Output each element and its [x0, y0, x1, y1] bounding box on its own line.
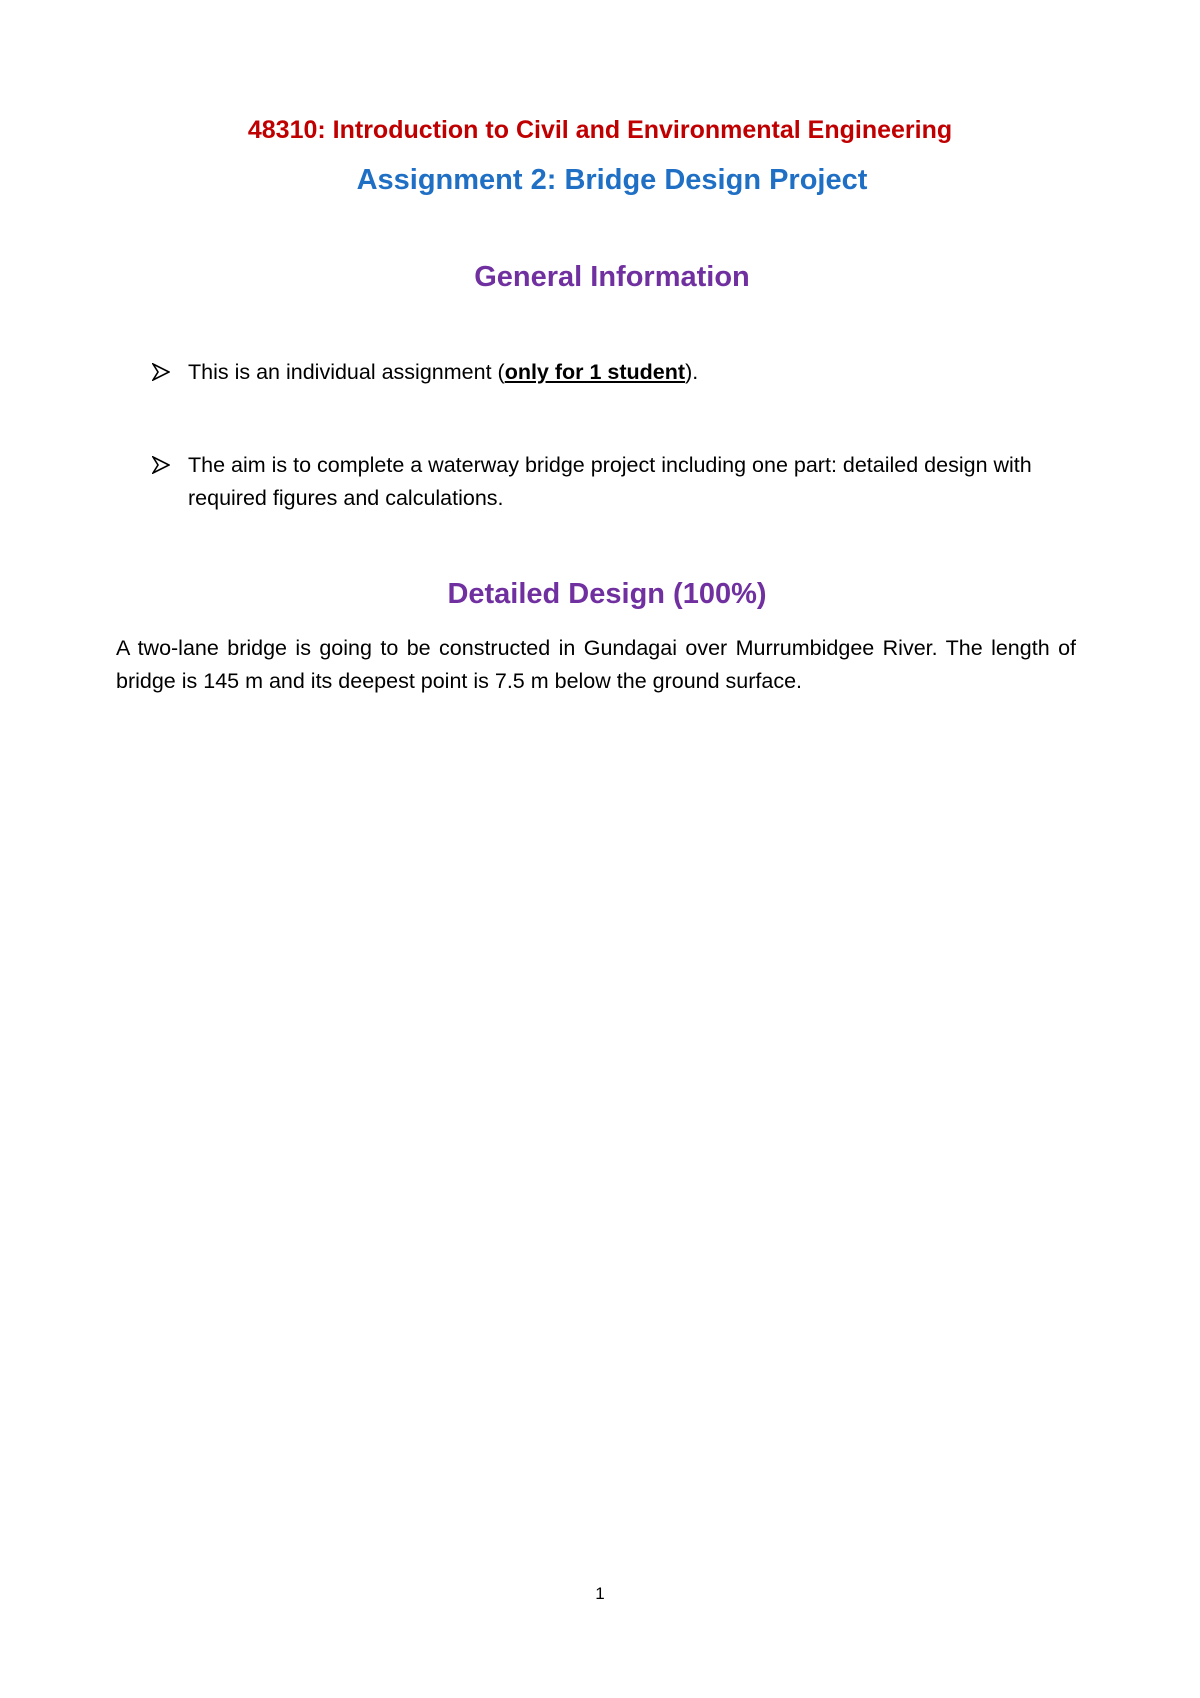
- bullet-item: [152, 356, 1072, 389]
- bullet-item: [152, 449, 1072, 515]
- assignment-title: Assignment 2: Bridge Design Project: [356, 164, 868, 196]
- bullet-text: The aim is to complete a waterway bridge project including one part: detailed design with required figures and calculations.: [188, 453, 1032, 510]
- page-number: 1: [595, 1584, 605, 1603]
- bullet-text: [188, 356, 1072, 389]
- detailed-design-heading: Detailed Design (100%): [447, 578, 767, 610]
- general-information-heading: General Information: [474, 261, 750, 293]
- bullet-text-suffix: ).: [685, 360, 699, 384]
- course-title: 48310: Introduction to Civil and Environmental Engineering: [247, 116, 953, 144]
- arrowhead-bullet-icon: [152, 456, 170, 474]
- arrowhead-bullet-icon: [152, 363, 170, 381]
- bullet-text-prefix: This is an individual assignment (: [188, 360, 505, 384]
- bullet-text-emphasis: only for 1 student: [504, 360, 686, 384]
- detailed-design-paragraph: A two-lane bridge is going to be constructed in Gundagai over Murrumbidgee River. The length of bridge is 145 m and its deepest point is 7.5 m below the ground surface.: [116, 636, 1076, 693]
